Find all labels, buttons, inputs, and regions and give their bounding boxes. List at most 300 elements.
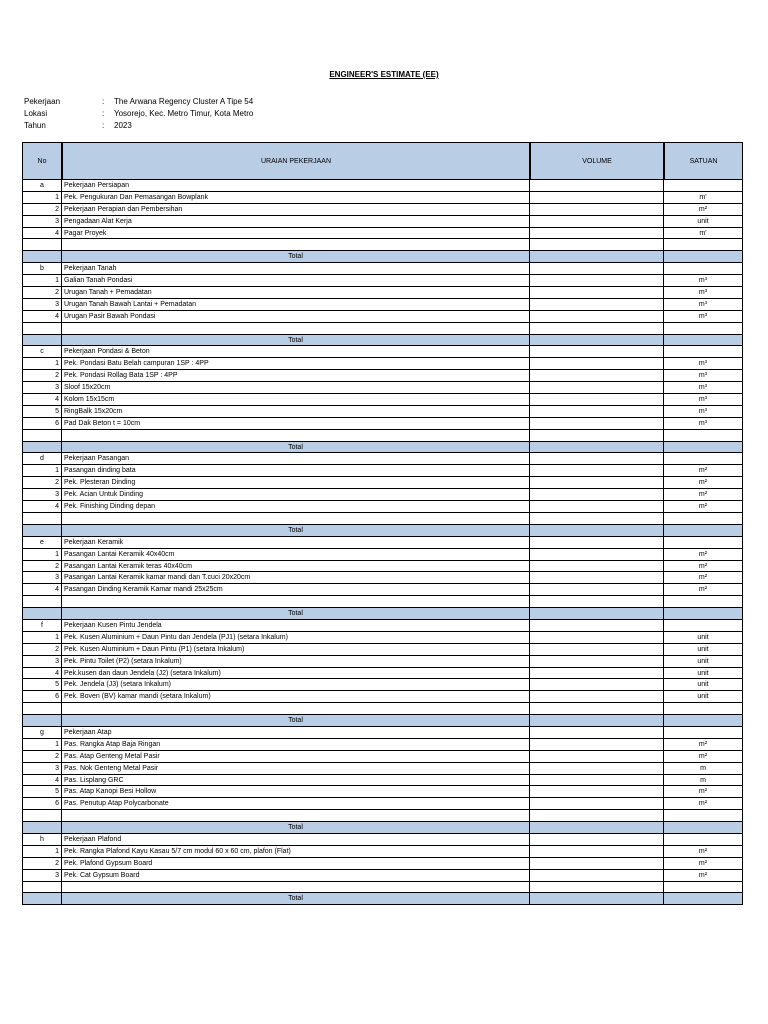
volume-cell: [530, 489, 664, 501]
total-label: Total: [62, 608, 530, 620]
volume-cell: [530, 846, 664, 858]
unit-cell: [664, 620, 743, 632]
blank-cell: [530, 430, 664, 442]
item-no: 5: [22, 679, 62, 691]
item-description: Pek. Plafond Gypsum Board: [62, 858, 530, 870]
unit-cell: m³: [664, 394, 743, 406]
header-satuan: SATUAN: [664, 142, 743, 180]
item-no: 2: [22, 204, 62, 216]
blank-cell: [62, 513, 530, 525]
item-description: Pasangan Dinding Keramik Kamar mandi 25x25cm: [62, 584, 530, 596]
estimate-table: [22, 142, 743, 905]
volume-cell: [530, 668, 664, 680]
item-description: Pas. Penutup Atap Polycarbonate: [62, 798, 530, 810]
item-description: Pek. Pondasi Batu Belah campuran 1SP : 4PP: [62, 358, 530, 370]
volume-cell: [530, 287, 664, 299]
item-no: 2: [22, 751, 62, 763]
item-description: Urugan Tanah Bawah Lantai + Pemadatan: [62, 299, 530, 311]
blank-cell: [22, 882, 62, 894]
unit-cell: m²: [664, 477, 743, 489]
volume-cell: [530, 501, 664, 513]
table-row: [22, 549, 743, 561]
document-title: ENGINEER'S ESTIMATE (EE): [329, 70, 439, 79]
blank-cell: [62, 703, 530, 715]
table-row: [22, 370, 743, 382]
volume-cell: [530, 632, 664, 644]
unit-cell: unit: [664, 632, 743, 644]
table-row: [22, 739, 743, 751]
item-no: 3: [22, 382, 62, 394]
table-row: [22, 632, 743, 644]
section-title: Pekerjaan Persiapan: [62, 180, 530, 192]
blank-row: [22, 882, 743, 894]
item-no: 3: [22, 870, 62, 882]
table-row: [22, 846, 743, 858]
item-description: Sloof 15x20cm: [62, 382, 530, 394]
item-description: Kolom 15x15cm: [62, 394, 530, 406]
blank-cell: [62, 323, 530, 335]
total-no-cell: [22, 525, 62, 537]
blank-cell: [22, 810, 62, 822]
blank-cell: [22, 513, 62, 525]
total-unit-cell: [664, 608, 743, 620]
item-description: RingBalk 15x20cm: [62, 406, 530, 418]
item-no: 4: [22, 501, 62, 513]
section-row: [22, 180, 743, 192]
unit-cell: m²: [664, 549, 743, 561]
section-letter: d: [22, 453, 62, 465]
total-no-cell: [22, 442, 62, 454]
item-no: 3: [22, 763, 62, 775]
item-no: 1: [22, 846, 62, 858]
table-row: [22, 311, 743, 323]
total-row: [22, 335, 743, 347]
item-no: 1: [22, 549, 62, 561]
volume-cell: [530, 727, 664, 739]
item-description: Pasangan Lantai Keramik kamar mandi dan T.cuci 20x20cm: [62, 572, 530, 584]
item-description: Pekerjaan Perapian dan Pembersihan: [62, 204, 530, 216]
item-description: Pasangan Lantai Keramik 40x40cm: [62, 549, 530, 561]
blank-cell: [664, 882, 743, 894]
section-title: Pekerjaan Pondasi & Beton: [62, 346, 530, 358]
table-row: [22, 561, 743, 573]
volume-cell: [530, 584, 664, 596]
volume-cell: [530, 620, 664, 632]
table-row: [22, 572, 743, 584]
unit-cell: m': [664, 228, 743, 240]
blank-cell: [530, 882, 664, 894]
blank-cell: [664, 239, 743, 251]
item-no: 3: [22, 216, 62, 228]
unit-cell: [664, 727, 743, 739]
blank-cell: [664, 596, 743, 608]
blank-cell: [530, 323, 664, 335]
section-title: Pekerjaan Tanah: [62, 263, 530, 275]
unit-cell: m²: [664, 846, 743, 858]
unit-cell: m²: [664, 786, 743, 798]
meta-label: Lokasi: [24, 109, 48, 118]
item-no: 1: [22, 739, 62, 751]
volume-cell: [530, 311, 664, 323]
total-volume-cell: [530, 251, 664, 263]
item-description: Pek. Cat Gypsum Board: [62, 870, 530, 882]
total-unit-cell: [664, 715, 743, 727]
table-row: [22, 406, 743, 418]
table-row: [22, 216, 743, 228]
item-description: Pek. Kusen Aluminium + Daun Pintu dan Jendela (PJ1) (setara Inkalum): [62, 632, 530, 644]
blank-cell: [62, 430, 530, 442]
total-unit-cell: [664, 251, 743, 263]
volume-cell: [530, 346, 664, 358]
table-row: [22, 204, 743, 216]
section-title: Pekerjaan Keramik: [62, 537, 530, 549]
blank-cell: [530, 703, 664, 715]
blank-cell: [62, 882, 530, 894]
table-row: [22, 382, 743, 394]
item-no: 3: [22, 489, 62, 501]
unit-cell: m²: [664, 870, 743, 882]
section-letter: b: [22, 263, 62, 275]
total-row: [22, 715, 743, 727]
volume-cell: [530, 572, 664, 584]
item-description: Pek. Finishing Dinding depan: [62, 501, 530, 513]
total-no-cell: [22, 822, 62, 834]
volume-cell: [530, 763, 664, 775]
blank-cell: [530, 810, 664, 822]
section-letter: c: [22, 346, 62, 358]
item-no: 4: [22, 228, 62, 240]
table-row: [22, 656, 743, 668]
unit-cell: m²: [664, 489, 743, 501]
table-row: [22, 299, 743, 311]
blank-row: [22, 596, 743, 608]
unit-cell: m³: [664, 287, 743, 299]
unit-cell: [664, 346, 743, 358]
total-row: [22, 893, 743, 905]
table-row: [22, 798, 743, 810]
blank-row: [22, 239, 743, 251]
volume-cell: [530, 180, 664, 192]
total-unit-cell: [664, 442, 743, 454]
header-uraian: URAIAN PEKERJAAN: [62, 142, 530, 180]
item-no: 5: [22, 406, 62, 418]
volume-cell: [530, 204, 664, 216]
volume-cell: [530, 775, 664, 787]
volume-cell: [530, 739, 664, 751]
unit-cell: [664, 453, 743, 465]
item-description: Galian Tanah Pondasi: [62, 275, 530, 287]
blank-row: [22, 323, 743, 335]
volume-cell: [530, 870, 664, 882]
total-label: Total: [62, 251, 530, 263]
table-row: [22, 192, 743, 204]
volume-cell: [530, 263, 664, 275]
table-row: [22, 477, 743, 489]
blank-cell: [22, 239, 62, 251]
meta-row: [24, 96, 253, 108]
item-description: Pek. Pengukuran Dan Pemasangan Bowplank: [62, 192, 530, 204]
unit-cell: m²: [664, 739, 743, 751]
volume-cell: [530, 477, 664, 489]
item-no: 3: [22, 656, 62, 668]
unit-cell: m³: [664, 299, 743, 311]
table-row: [22, 584, 743, 596]
unit-cell: unit: [664, 644, 743, 656]
volume-cell: [530, 465, 664, 477]
table-row: [22, 275, 743, 287]
item-description: Urugan Tanah + Pemadatan: [62, 287, 530, 299]
blank-cell: [664, 323, 743, 335]
volume-cell: [530, 192, 664, 204]
volume-cell: [530, 561, 664, 573]
unit-cell: unit: [664, 668, 743, 680]
table-row: [22, 287, 743, 299]
unit-cell: unit: [664, 656, 743, 668]
volume-cell: [530, 798, 664, 810]
section-title: Pekerjaan Pasangan: [62, 453, 530, 465]
volume-cell: [530, 786, 664, 798]
total-label: Total: [62, 442, 530, 454]
total-label: Total: [62, 893, 530, 905]
item-description: Pad Dak Beton t = 10cm: [62, 418, 530, 430]
total-unit-cell: [664, 822, 743, 834]
item-no: 1: [22, 632, 62, 644]
blank-cell: [62, 596, 530, 608]
section-letter: e: [22, 537, 62, 549]
total-label: Total: [62, 525, 530, 537]
unit-cell: [664, 263, 743, 275]
item-description: Pek. Jendela (J3) (setara Inkalum): [62, 679, 530, 691]
item-no: 2: [22, 287, 62, 299]
meta-value: The Arwana Regency Cluster A Tipe 54: [114, 97, 254, 106]
blank-cell: [62, 810, 530, 822]
volume-cell: [530, 418, 664, 430]
item-no: 4: [22, 394, 62, 406]
header-volume: VOLUME: [530, 142, 664, 180]
item-no: 1: [22, 192, 62, 204]
table-row: [22, 775, 743, 787]
section-row: [22, 834, 743, 846]
volume-cell: [530, 644, 664, 656]
blank-cell: [22, 323, 62, 335]
table-row: [22, 228, 743, 240]
meta-row: [24, 120, 253, 132]
item-description: Pek. Acian Untuk Dinding: [62, 489, 530, 501]
blank-cell: [22, 430, 62, 442]
meta-colon: :: [102, 97, 105, 106]
unit-cell: m': [664, 192, 743, 204]
blank-cell: [22, 703, 62, 715]
total-row: [22, 525, 743, 537]
total-volume-cell: [530, 525, 664, 537]
item-no: 1: [22, 358, 62, 370]
blank-cell: [530, 513, 664, 525]
volume-cell: [530, 299, 664, 311]
total-volume-cell: [530, 893, 664, 905]
unit-cell: m: [664, 775, 743, 787]
item-no: 3: [22, 299, 62, 311]
blank-cell: [664, 703, 743, 715]
item-no: 2: [22, 370, 62, 382]
total-row: [22, 822, 743, 834]
total-label: Total: [62, 822, 530, 834]
item-description: Pasangan dinding bata: [62, 465, 530, 477]
table-row: [22, 358, 743, 370]
section-letter: g: [22, 727, 62, 739]
item-no: 4: [22, 584, 62, 596]
blank-row: [22, 430, 743, 442]
unit-cell: m²: [664, 798, 743, 810]
section-letter: h: [22, 834, 62, 846]
total-no-cell: [22, 608, 62, 620]
unit-cell: m³: [664, 311, 743, 323]
item-description: Pek. Plesteran Dinding: [62, 477, 530, 489]
volume-cell: [530, 216, 664, 228]
volume-cell: [530, 358, 664, 370]
item-description: Pas. Nok Genteng Metal Pasir: [62, 763, 530, 775]
section-row: [22, 537, 743, 549]
blank-cell: [22, 596, 62, 608]
table-row: [22, 465, 743, 477]
meta-label: Pekerjaan: [24, 97, 61, 106]
total-volume-cell: [530, 822, 664, 834]
volume-cell: [530, 679, 664, 691]
item-description: Pek. Kusen Aluminium + Daun Pintu (P1) (setara Inkalum): [62, 644, 530, 656]
blank-row: [22, 513, 743, 525]
volume-cell: [530, 549, 664, 561]
item-description: Pas. Atap Genteng Metal Pasir: [62, 751, 530, 763]
volume-cell: [530, 370, 664, 382]
volume-cell: [530, 275, 664, 287]
item-description: Urugan Pasir Bawah Pondasi: [62, 311, 530, 323]
section-row: [22, 620, 743, 632]
item-no: 6: [22, 691, 62, 703]
item-no: 2: [22, 858, 62, 870]
table-row: [22, 870, 743, 882]
item-description: Pek. Boven (BV) kamar mandi (setara Inkalum): [62, 691, 530, 703]
item-description: Pek.kusen dan daun Jendela (J2) (setara Inkalum): [62, 668, 530, 680]
unit-cell: m: [664, 763, 743, 775]
total-unit-cell: [664, 525, 743, 537]
table-row: [22, 679, 743, 691]
unit-cell: m²: [664, 204, 743, 216]
total-volume-cell: [530, 608, 664, 620]
total-label: Total: [62, 335, 530, 347]
volume-cell: [530, 406, 664, 418]
total-no-cell: [22, 335, 62, 347]
total-unit-cell: [664, 335, 743, 347]
unit-cell: unit: [664, 679, 743, 691]
total-volume-cell: [530, 442, 664, 454]
total-row: [22, 442, 743, 454]
total-no-cell: [22, 251, 62, 263]
section-row: [22, 453, 743, 465]
section-title: Pekerjaan Atap: [62, 727, 530, 739]
item-no: 4: [22, 668, 62, 680]
table-row: [22, 644, 743, 656]
item-no: 2: [22, 477, 62, 489]
total-unit-cell: [664, 893, 743, 905]
table-row: [22, 489, 743, 501]
section-row: [22, 346, 743, 358]
table-row: [22, 394, 743, 406]
table-row: [22, 668, 743, 680]
unit-cell: m²: [664, 572, 743, 584]
table-row: [22, 501, 743, 513]
item-no: 4: [22, 775, 62, 787]
item-description: Pasangan Lantai Keramik teras 40x40cm: [62, 561, 530, 573]
volume-cell: [530, 858, 664, 870]
meta-colon: :: [102, 109, 105, 118]
unit-cell: m²: [664, 858, 743, 870]
item-no: 2: [22, 561, 62, 573]
volume-cell: [530, 228, 664, 240]
unit-cell: m³: [664, 358, 743, 370]
item-description: Pagar Proyek: [62, 228, 530, 240]
unit-cell: m³: [664, 370, 743, 382]
item-no: 2: [22, 644, 62, 656]
meta-row: [24, 108, 253, 120]
meta-label: Tahun: [24, 121, 46, 130]
item-no: 4: [22, 311, 62, 323]
item-description: Pengadaan Alat Kerja: [62, 216, 530, 228]
unit-cell: m²: [664, 501, 743, 513]
meta-value: Yosorejo, Kec. Metro Timur, Kota Metro: [114, 109, 254, 118]
unit-cell: [664, 834, 743, 846]
table-row: [22, 691, 743, 703]
table-row: [22, 858, 743, 870]
blank-cell: [530, 596, 664, 608]
table-row: [22, 786, 743, 798]
blank-row: [22, 810, 743, 822]
volume-cell: [530, 751, 664, 763]
volume-cell: [530, 691, 664, 703]
section-title: Pekerjaan Kusen Pintu Jendela: [62, 620, 530, 632]
section-letter: f: [22, 620, 62, 632]
item-no: 3: [22, 572, 62, 584]
unit-cell: m³: [664, 382, 743, 394]
item-no: 1: [22, 275, 62, 287]
volume-cell: [530, 382, 664, 394]
item-no: 5: [22, 786, 62, 798]
total-no-cell: [22, 715, 62, 727]
section-row: [22, 727, 743, 739]
unit-cell: m³: [664, 406, 743, 418]
project-info: [24, 96, 253, 132]
volume-cell: [530, 537, 664, 549]
total-row: [22, 251, 743, 263]
blank-cell: [664, 430, 743, 442]
item-description: Pas. Rangka Atap Baja Ringan: [62, 739, 530, 751]
unit-cell: m²: [664, 561, 743, 573]
volume-cell: [530, 834, 664, 846]
volume-cell: [530, 656, 664, 668]
table-row: [22, 418, 743, 430]
item-description: Pek. Rangka Plafond Kayu Kasau 5/7 cm modul 60 x 60 cm, plafon (Flat): [62, 846, 530, 858]
blank-cell: [664, 810, 743, 822]
section-letter: a: [22, 180, 62, 192]
item-no: 6: [22, 798, 62, 810]
meta-colon: :: [102, 121, 105, 130]
unit-cell: unit: [664, 691, 743, 703]
item-no: 6: [22, 418, 62, 430]
unit-cell: m²: [664, 751, 743, 763]
volume-cell: [530, 394, 664, 406]
total-no-cell: [22, 893, 62, 905]
total-label: Total: [62, 715, 530, 727]
section-title: Pekerjaan Plafond: [62, 834, 530, 846]
item-description: Pek. Pondasi Rollag Bata 1SP : 4PP: [62, 370, 530, 382]
